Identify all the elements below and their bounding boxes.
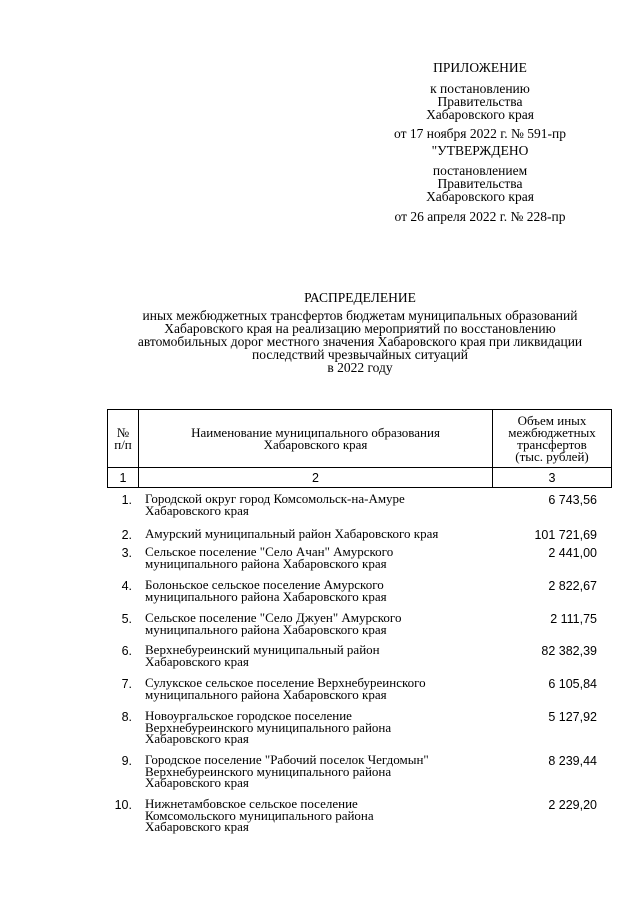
row-name: Нижнетамбовское сельское поселение Комсомольского муниципального района Хабаровского края xyxy=(145,796,374,834)
row-number: 5. xyxy=(121,612,132,626)
row-amount: 6 105,84 xyxy=(548,677,597,691)
column-number-1: 1 xyxy=(108,468,139,488)
column-number-3: 3 xyxy=(493,468,612,488)
title-line: последствий чрезвычайных ситуаций xyxy=(252,347,468,362)
row-amount: 8 239,44 xyxy=(548,754,597,768)
row-name: Сельское поселение "Село Ачан" Амурского муниципального района Хабаровского края xyxy=(145,544,394,571)
row-number: 1. xyxy=(121,493,132,507)
row-amount: 5 127,92 xyxy=(548,710,597,724)
row-amount: 2 441,00 xyxy=(548,546,597,560)
row-name: Городское поселение "Рабочий поселок Чегдомын" Верхнебуреинского муниципального района Хабаровского края xyxy=(145,752,429,790)
row-name: Сельское поселение "Село Джуен" Амурского муниципального района Хабаровского края xyxy=(145,610,402,637)
row-number: 6. xyxy=(121,644,132,658)
row-amount: 2 111,75 xyxy=(550,612,597,626)
region-text: Хабаровского края xyxy=(426,107,534,122)
header-cell-amount: Объем иных межбюджетных трансфертов (тыс. рублей) xyxy=(493,410,612,468)
government-text-2: Правительства xyxy=(437,176,523,191)
row-number: 3. xyxy=(121,546,132,560)
to-resolution-text: к постановлению xyxy=(430,81,530,96)
by-resolution-text: постановлением xyxy=(432,163,528,178)
row-number: 2. xyxy=(121,528,132,542)
row-name: Новоургальское городское поселение Верхнебуреинского муниципального района Хабаровского края xyxy=(145,708,392,746)
table-header xyxy=(107,409,612,488)
row-amount: 82 382,39 xyxy=(541,644,597,658)
row-number: 7. xyxy=(121,677,132,691)
row-amount: 6 743,56 xyxy=(548,493,597,507)
document-title: РАСПРЕДЕЛЕНИЕ xyxy=(304,290,416,305)
approved-text: "УТВЕРЖДЕНО xyxy=(431,143,529,158)
row-amount: 101 721,69 xyxy=(534,528,597,542)
government-text: Правительства xyxy=(437,94,523,109)
row-amount: 2 229,20 xyxy=(548,798,597,812)
document-title-block xyxy=(100,291,620,374)
row-name: Болоньское сельское поселение Амурского муниципального района Хабаровского края xyxy=(145,577,387,604)
title-line: в 2022 году xyxy=(327,360,393,375)
resolution-date-number-2: от 26 апреля 2022 г. № 228-пр xyxy=(394,209,566,224)
column-number-2: 2 xyxy=(139,468,493,488)
row-number: 9. xyxy=(121,754,132,768)
row-number: 10. xyxy=(114,798,132,812)
row-name: Сулукское сельское поселение Верхнебуреинского муниципального района Хабаровского края xyxy=(145,675,426,702)
row-name: Городской округ город Комсомольск-на-Амуре Хабаровского края xyxy=(145,491,405,518)
row-number: 8. xyxy=(121,710,132,724)
title-line: автомобильных дорог местного значения Хабаровского края при ликвидации xyxy=(137,334,583,349)
appendix-title: ПРИЛОЖЕНИЕ xyxy=(433,60,527,75)
region-text-2: Хабаровского края xyxy=(426,189,534,204)
row-name: Амурский муниципальный район Хабаровского края xyxy=(145,526,439,541)
row-amount: 2 822,67 xyxy=(548,579,597,593)
resolution-date-number: от 17 ноября 2022 г. № 591-пр xyxy=(394,126,566,141)
title-line: Хабаровского края на реализацию мероприятий по восстановлению xyxy=(164,321,556,336)
header-cell-name: Наименование муниципального образования Хабаровского края xyxy=(139,410,493,468)
row-number: 4. xyxy=(121,579,132,593)
row-name: Верхнебуреинский муниципальный район Хабаровского края xyxy=(145,642,380,669)
title-line: иных межбюджетных трансфертов бюджетам муниципальных образований xyxy=(142,308,578,323)
header-cell-number: № п/п xyxy=(108,410,139,468)
